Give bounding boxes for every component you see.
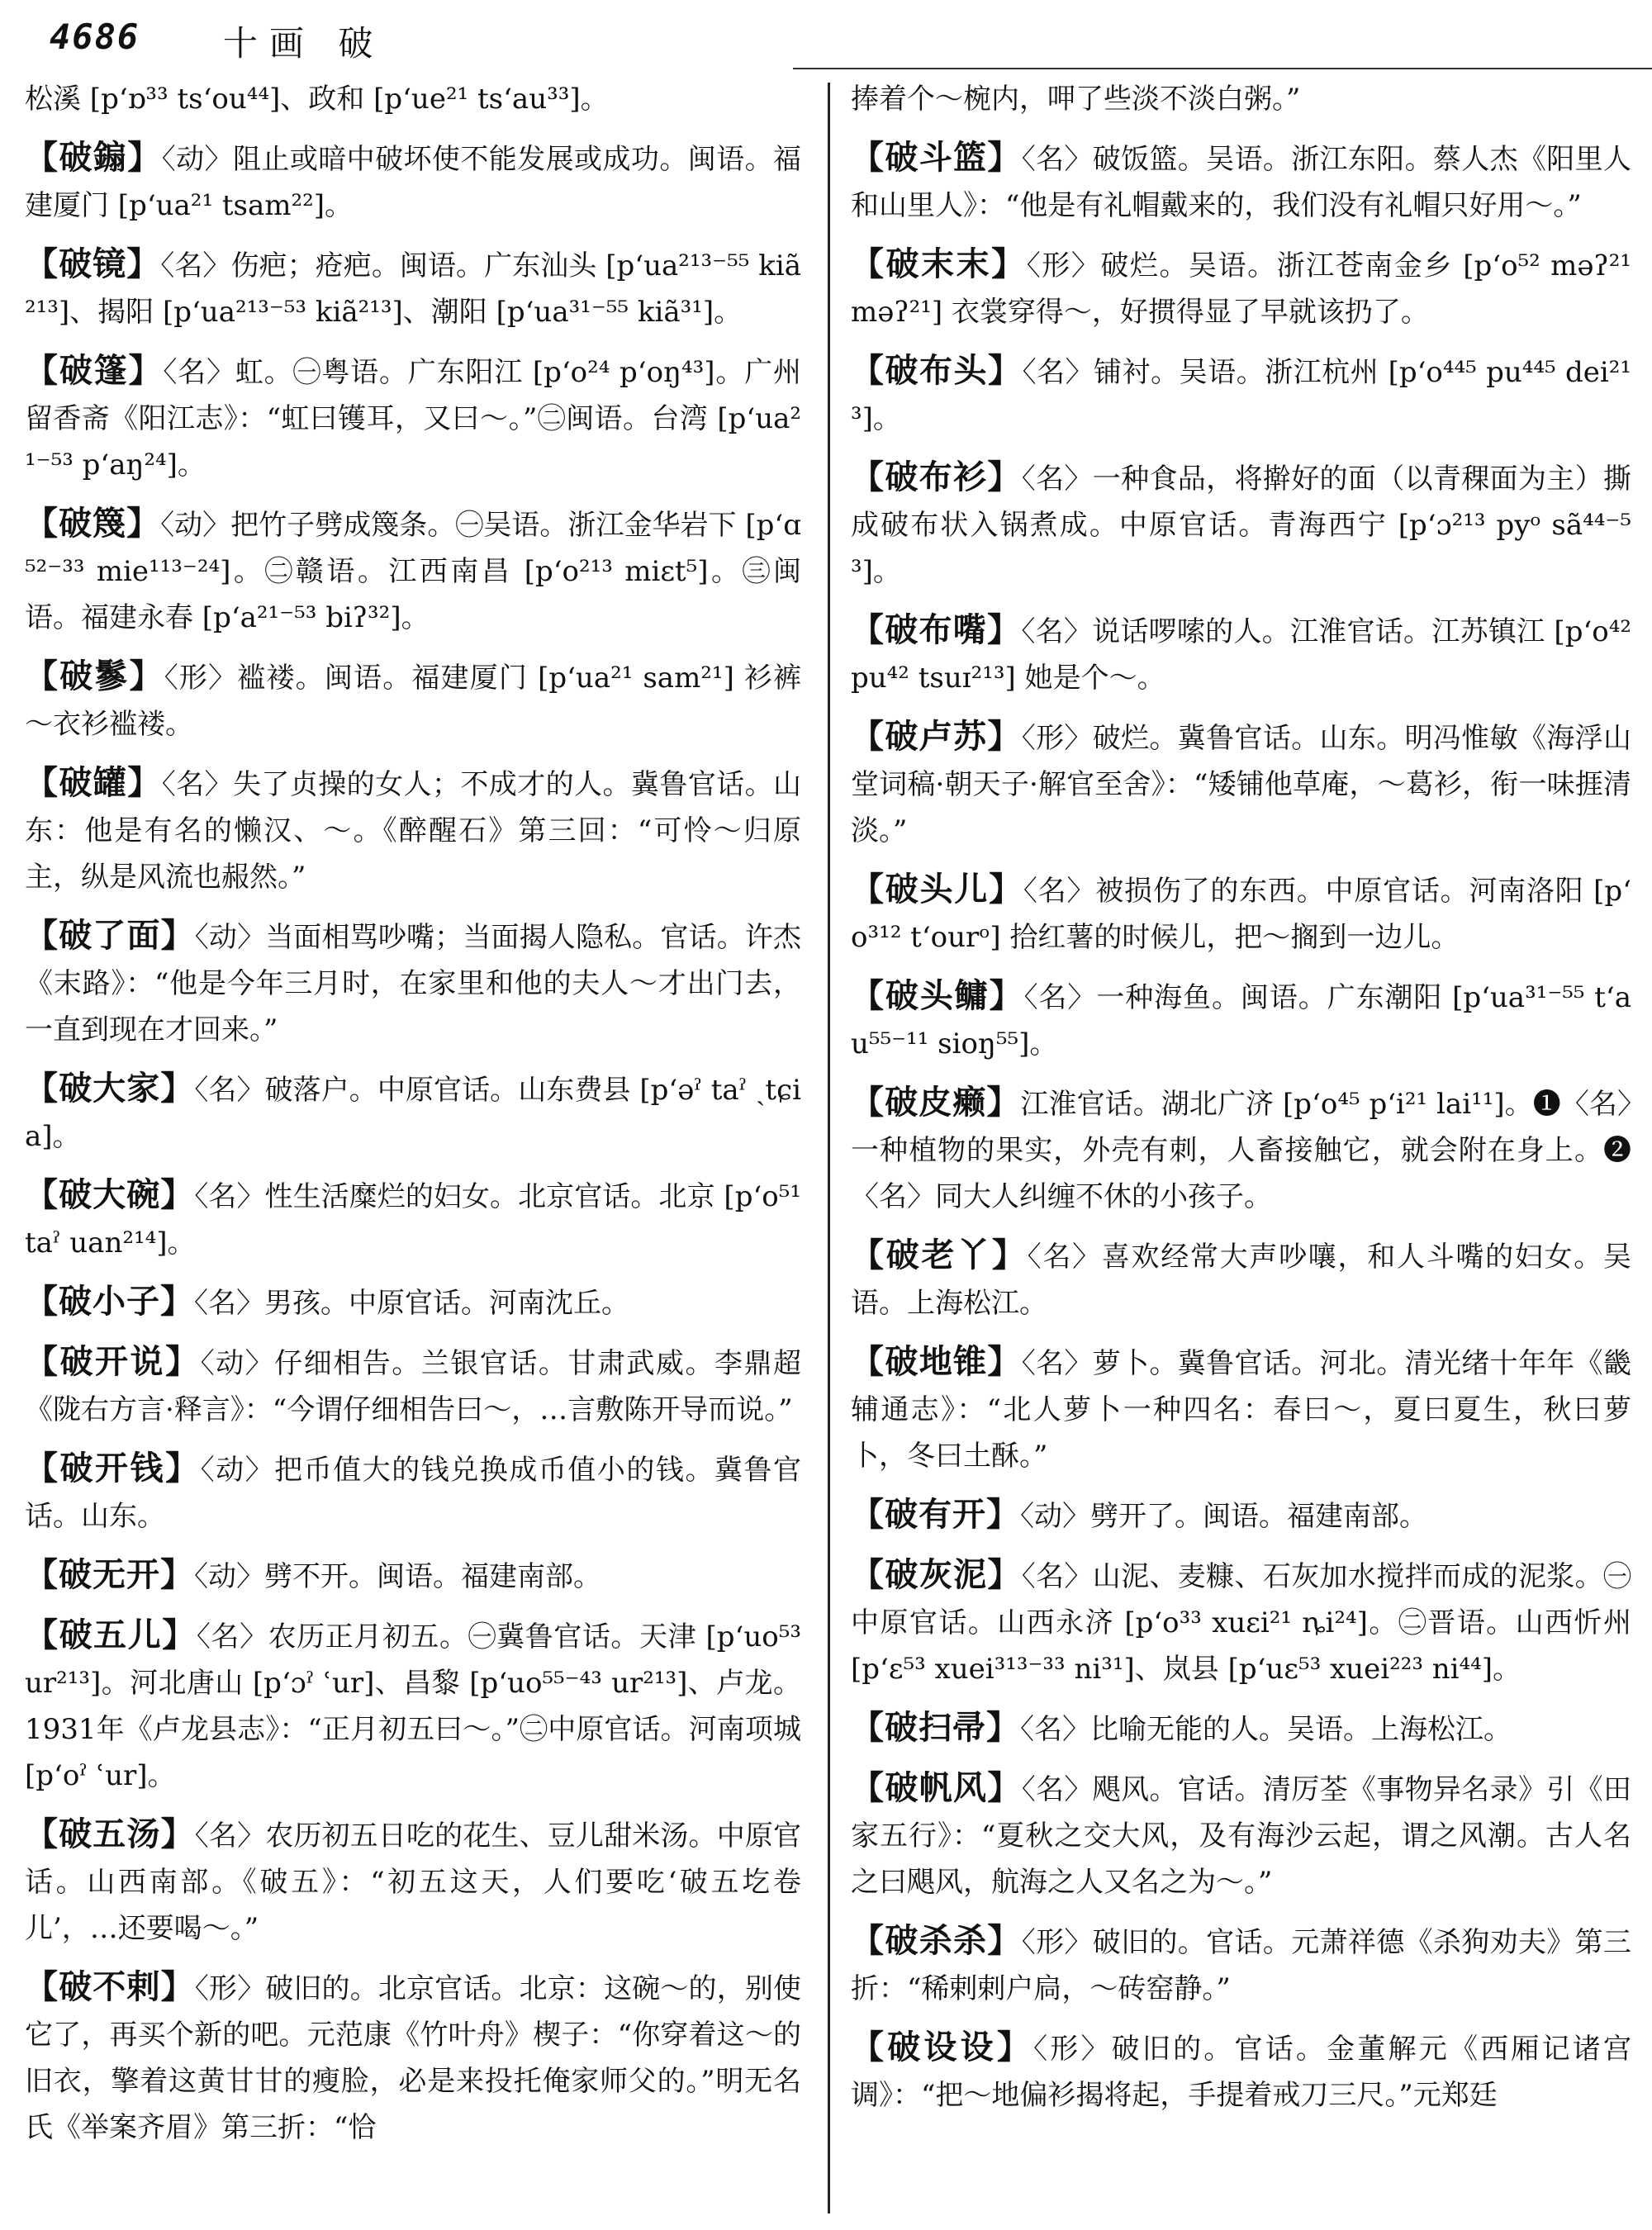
- dictionary-entry: [851, 714, 1631, 854]
- dictionary-entry: [851, 1705, 1631, 1753]
- entry-definition: 江淮官话。湖北广济 [pʻo⁴⁵ pʻi²¹ lai¹¹]。❶〈名〉一种植物的果实，外壳有刺，人畜接触它，就会附在身上。❷〈名〉同大人纠缠不休的小孩子。: [851, 1088, 1631, 1213]
- entry-headword: 【破头鳙】: [851, 976, 1024, 1015]
- dictionary-entry: [25, 1172, 801, 1266]
- left-column: [25, 76, 801, 2215]
- entry-headword: 【破卢苏】: [851, 717, 1022, 756]
- dictionary-entry: [25, 348, 801, 488]
- entry-headword: 【破无开】: [25, 1555, 194, 1594]
- entry-headword: 【破篷】: [25, 351, 164, 390]
- entry-definition: 〈名〉铺衬。吴语。浙江杭州 [pʻo⁴⁴⁵ pu⁴⁴⁵ dei²¹³]。: [851, 356, 1631, 435]
- entry-definition: 〈名〉破落户。中原官话。山东费县 [pʻəˀ taˀ ˏtɕia]。: [25, 1074, 801, 1153]
- entry-headword: 【破不剌】: [25, 1967, 195, 2006]
- entry-headword: 【破篾】: [25, 504, 161, 543]
- dictionary-entry: [851, 348, 1631, 442]
- entry-definition: 〈形〉破旧的。官话。元萧祥德《杀狗劝夫》第三折：“稀剌剌户扃，～砖窑静。”: [851, 1926, 1631, 2005]
- column-divider: [828, 83, 830, 2213]
- entry-headword: 【破罐】: [25, 763, 162, 802]
- dictionary-entry: [851, 973, 1631, 1067]
- dictionary-entry: [851, 454, 1631, 595]
- dictionary-entry: [25, 501, 801, 641]
- dictionary-entry: [25, 1811, 801, 1952]
- entry-headword: 【破了面】: [25, 916, 195, 955]
- dictionary-entry: [25, 1552, 801, 1600]
- running-header: [50, 17, 1619, 74]
- entry-definition: 〈动〉把币值大的钱兑换成币值小的钱。冀鲁官话。山东。: [25, 1454, 801, 1533]
- entry-definition: 〈名〉虹。㊀粤语。广东阳江 [pʻo²⁴ pʻoŋ⁴³]。广州留香斋《阳江志》：“虹曰镬耳，又曰～。”㊁闽语。台湾 [pʻua²¹⁻⁵³ pʻaŋ²⁴]。: [25, 356, 801, 482]
- dictionary-entry: [25, 1612, 801, 1799]
- dictionary-entry: [25, 1445, 801, 1540]
- entry-definition: 〈名〉山泥、麦糠、石灰加水搅拌而成的泥浆。㊀中原官话。山西永济 [pʻo³³ xuɛi²¹ ȵi²⁴]。㊁晋语。山西忻州 [pʻɛ⁵³ xuei³¹³⁻³³ ni³¹]、岚县 [pʻuɛ⁵³ xuei²²³ ni⁴⁴]。: [851, 1560, 1631, 1686]
- dictionary-entry: [851, 866, 1631, 961]
- dictionary-entry: [25, 135, 801, 229]
- entry-definition: 〈名〉一种食品，将擀好的面（以青稞面为主）撕成破布状入锅煮成。中原官话。青海西宁 [pʻɔ²¹³ pyᵒ sã⁴⁴⁻⁵³]。: [851, 463, 1631, 588]
- entry-definition: 〈名〉喜欢经常大声吵嚷，和人斗嘴的妇女。吴语。上海松江。: [851, 1241, 1631, 1320]
- entry-definition: 〈名〉性生活糜烂的妇女。北京官话。北京 [pʻo⁵¹ taˀ uan²¹⁴]。: [25, 1180, 801, 1260]
- entry-definition: 〈动〉阻止或暗中破坏使不能发展或成功。闽语。福建厦门 [pʻua²¹ tsam²²]。: [25, 143, 801, 222]
- dictionary-entry: [851, 1339, 1631, 1479]
- dictionary-entry: [851, 1079, 1631, 1220]
- right-column: [851, 76, 1631, 2215]
- entry-definition: 〈动〉把竹子劈成篾条。㊀吴语。浙江金华岩下 [pʻɑ⁵²⁻³³ mie¹¹³⁻²⁴]。㊁赣语。江西南昌 [pʻo²¹³ miɛt⁵]。㊂闽语。福建永春 [pʻa²¹⁻⁵³ biʔ³²]。: [25, 509, 801, 634]
- entry-definition: 〈名〉萝卜。冀鲁官话。河北。清光绪十年年《畿辅通志》：“北人萝卜一种四名：春曰～，夏曰夏生，秋曰萝卜，冬曰土酥。”: [851, 1347, 1631, 1473]
- dictionary-entry: [851, 135, 1631, 229]
- entry-definition: 〈动〉仔细相告。兰银官话。甘肃武威。李鼎超《陇右方言·释言》：“今谓仔细相告曰～，…言敷陈开导而说。”: [25, 1347, 801, 1426]
- entry-headword: 【破开说】: [25, 1342, 201, 1381]
- section-title: 十画 破: [223, 23, 385, 64]
- entry-headword: 【破䥇】: [25, 138, 162, 177]
- entry-definition: 〈形〉破旧的。官话。金董解元《西厢记诸宫调》：“把～地偏衫揭将起，手提着戒刀三尺。”元郑廷: [851, 2033, 1631, 2112]
- entry-definition: 〈形〉破烂。冀鲁官话。山东。明冯惟敏《海浮山堂词稿·朝天子·解官至舍》：“矮铺他草庵，～葛衫，衔一味捱清淡。”: [851, 722, 1631, 847]
- entry-headword: 【破有开】: [851, 1495, 1020, 1534]
- entry-definition: 〈名〉伤疤；疮疤。闽语。广东汕头 [pʻua²¹³⁻⁵⁵ kiã²¹³]、揭阳 [pʻua²¹³⁻⁵³ kiã²¹³]、潮阳 [pʻua³¹⁻⁵⁵ kiã³¹]。: [25, 249, 801, 329]
- dictionary-entry: [851, 1765, 1631, 1905]
- entry-headword: 【破帆风】: [851, 1768, 1022, 1807]
- dictionary-entry: [851, 2024, 1631, 2118]
- entry-definition: 〈形〉破烂。吴语。浙江苍南金乡 [pʻo⁵² məʔ²¹ məʔ²¹] 衣裳穿得～，好掼得显了早就该扔了。: [851, 249, 1631, 329]
- dictionary-entry: [25, 1964, 801, 2151]
- dictionary-entry: [851, 1918, 1631, 2012]
- dictionary-entry: [851, 1492, 1631, 1540]
- entry-definition: 〈形〉褴褛。闽语。福建厦门 [pʻua²¹ sam²¹] 衫裤～衣衫褴褛。: [25, 662, 801, 741]
- entry-headword: 【破大家】: [25, 1069, 195, 1108]
- page-number: 4686: [50, 17, 140, 57]
- header-rule: [793, 68, 1652, 69]
- entry-definition: 〈名〉被损伤了的东西。中原官话。河南洛阳 [pʻo³¹² tʻourᵒ] 拾红薯的时候儿，把～搁到一边儿。: [851, 875, 1631, 954]
- entry-headword: 【破皮癞】: [851, 1083, 1021, 1122]
- entry-definition: 〈名〉说话啰嗦的人。江淮官话。江苏镇江 [pʻo⁴² pu⁴² tsuɪ²¹³] 她是个～。: [851, 615, 1631, 695]
- dictionary-entry: [25, 1065, 801, 1160]
- dictionary-entry: [25, 913, 801, 1053]
- entry-headword: 【破小子】: [25, 1282, 194, 1321]
- entry-definition: 〈动〉劈开了。闽语。福建南部。: [1020, 1500, 1427, 1533]
- entry-definition: 〈名〉一种海鱼。闽语。广东潮阳 [pʻua³¹⁻⁵⁵ tʻau⁵⁵⁻¹¹ sioŋ⁵⁵]。: [851, 981, 1631, 1060]
- entry-definition: 〈动〉当面相骂吵嘴；当面揭人隐私。官话。许杰《末路》：“他是今年三月时，在家里和他的夫人～才出门去，一直到现在才回来。”: [25, 921, 801, 1046]
- entry-headword: 【破布衫】: [851, 458, 1022, 496]
- dictionary-entry: [851, 607, 1631, 701]
- entry-definition: 〈名〉破饭篮。吴语。浙江东阳。蔡人杰《阳里人和山里人》：“他是有礼帽戴来的，我们没有礼帽只好用～。”: [851, 143, 1631, 222]
- entry-headword: 【破五儿】: [25, 1616, 197, 1654]
- entry-headword: 【破布头】: [851, 351, 1023, 390]
- entry-headword: 【破设设】: [851, 2028, 1034, 2066]
- dictionary-entry: [851, 1232, 1631, 1326]
- dictionary-entry: [25, 1339, 801, 1433]
- entry-definition: 〈名〉飓风。官话。清厉荃《事物异名录》引《田家五行》：“夏秋之交大风，及有海沙云起，谓之风潮。古人名之曰飓风，航海之人又名之为～。”: [851, 1773, 1631, 1899]
- entry-headword: 【破鬖】: [25, 657, 164, 695]
- dictionary-entry: [851, 241, 1631, 335]
- dictionary-entry: [25, 241, 801, 335]
- entry-headword: 【破五汤】: [25, 1815, 195, 1853]
- entry-headword: 【破杀杀】: [851, 1921, 1022, 1960]
- entry-headword: 【破头儿】: [851, 870, 1023, 909]
- dictionary-entry: [25, 653, 801, 747]
- entry-definition: 〈形〉破旧的。北京官话。北京：这碗～的，别使它了，再买个新的吧。元范康《竹叶舟》楔子：“你穿着这～的旧衣，擎着这黄甘甘的瘦脸，必是来投托俺家师父的。”明无名氏《举案齐眉》第三折：“恰: [25, 1972, 801, 2144]
- entry-definition: 〈名〉失了贞操的女人；不成才的人。冀鲁官话。山东：他是有名的懒汉、～。《醉醒石》第三回：“可怜～归原主，纵是风流也赧然。”: [25, 768, 801, 894]
- entry-definition: 〈动〉劈不开。闽语。福建南部。: [194, 1560, 601, 1593]
- entry-headword: 【破老丫】: [851, 1236, 1028, 1274]
- entry-headword: 【破斗篮】: [851, 138, 1022, 177]
- entry-definition: 〈名〉比喻无能的人。吴语。上海松江。: [1020, 1713, 1512, 1746]
- entry-headword: 【破开钱】: [25, 1449, 201, 1487]
- dictionary-entry: [25, 760, 801, 900]
- entry-headword: 【破大碗】: [25, 1175, 195, 1214]
- entry-definition: 〈名〉农历正月初五。㊀冀鲁官话。天津 [pʻuo⁵³ ur²¹³]。河北唐山 [pʻɔˀ ʿur]、昌黎 [pʻuo⁵⁵⁻⁴³ ur²¹³]、卢龙。1931年《卢龙县志》：“正月初五曰～。”㊁中原官话。河南项城 [pʻoˀ ʿur]。: [25, 1620, 801, 1792]
- entry-definition: 〈名〉农历初五日吃的花生、豆儿甜米汤。中原官话。山西南部。《破五》：“初五这天，人们要吃‘破五圪卷儿’，…还要喝～。”: [25, 1820, 801, 1945]
- dictionary-entry: [851, 1552, 1631, 1692]
- entry-headword: 【破末末】: [851, 244, 1027, 283]
- entry-headword: 【破地锥】: [851, 1342, 1022, 1381]
- dictionary-entry: [25, 1279, 801, 1326]
- continued-entry-text: 捧着个～椀内，呷了些淡不淡白粥。”: [851, 83, 1301, 116]
- entry-headword: 【破扫帚】: [851, 1708, 1020, 1747]
- entry-headword: 【破镜】: [25, 244, 161, 283]
- entry-headword: 【破灰泥】: [851, 1555, 1022, 1594]
- entry-headword: 【破布嘴】: [851, 610, 1022, 649]
- continued-entry-text: 松溪 [pʻɒ³³ tsʻou⁴⁴]、政和 [pʻue²¹ tsʻau³³]。: [25, 83, 609, 116]
- entry-definition: 〈名〉男孩。中原官话。河南沈丘。: [194, 1287, 629, 1320]
